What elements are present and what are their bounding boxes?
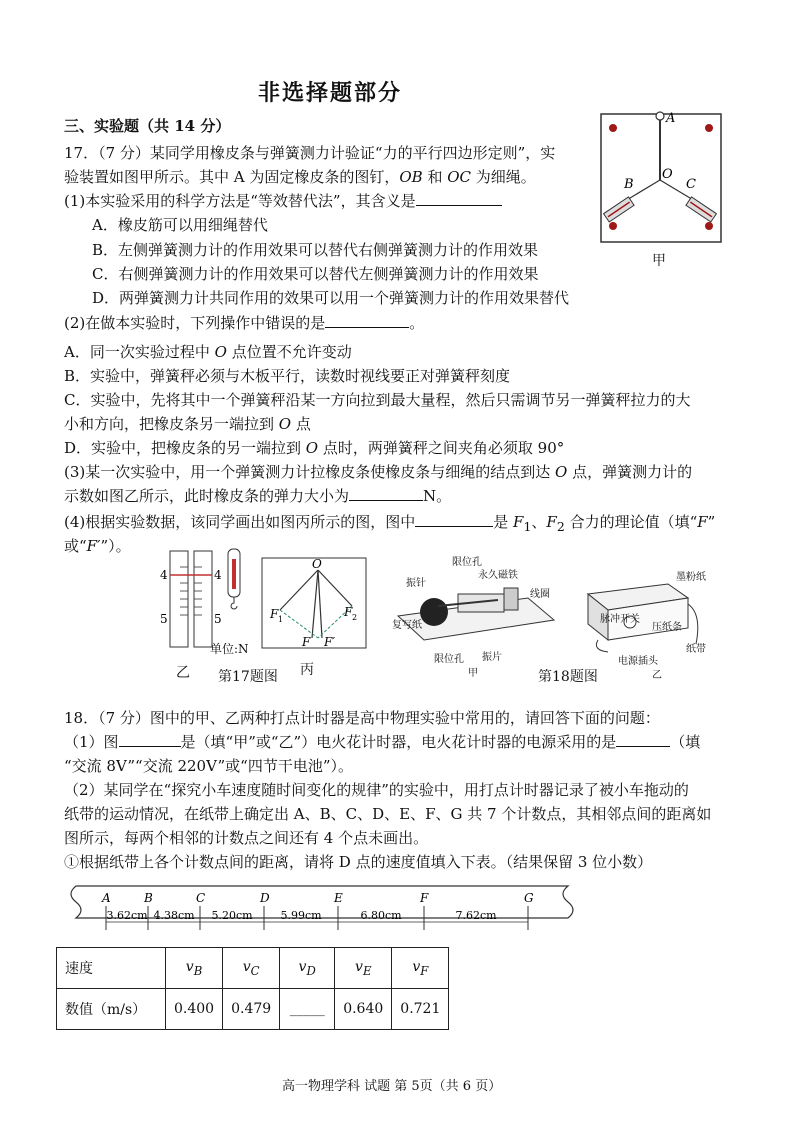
- label-b: B: [624, 177, 634, 192]
- label: 限位孔: [452, 557, 482, 568]
- q18-part1-line2: “交流 8V”“交流 220V”或“四节干电池”）。: [64, 757, 353, 775]
- unit-label: 单位:N: [210, 642, 249, 656]
- label: 压纸条: [652, 622, 682, 633]
- tape-distance-label: 4.38cm: [153, 909, 195, 922]
- label: 脉冲开关: [600, 614, 640, 625]
- tape-point-label: C: [196, 891, 206, 905]
- label-a: A: [666, 111, 676, 126]
- figure-18-caption: 第18题图: [538, 669, 598, 685]
- label: 墨粉纸: [676, 572, 706, 583]
- figure-jia-caption: 甲: [652, 253, 666, 269]
- q17-p1-option-b: B．左侧弹簧测力计的作用效果可以替代右侧弹簧测力计的作用效果: [92, 241, 539, 259]
- tape-distance-label: 5.20cm: [211, 909, 253, 922]
- table-cell-answer[interactable]: _____: [280, 989, 335, 1030]
- label: 振片: [482, 652, 502, 663]
- label-f2-sub: 2: [352, 613, 358, 622]
- q18-part2-line4: ①根据纸带上各个计数点间的距离，请将 D 点的速度值填入下表。（结果保留 3 位小数）: [64, 853, 653, 871]
- label-f: F: [302, 635, 311, 649]
- tape-distance-label: 6.80cm: [360, 909, 402, 922]
- tape-distance-label: 7.62cm: [455, 909, 497, 922]
- label-f-prime: F′: [324, 635, 336, 649]
- label-o: O: [312, 557, 322, 571]
- figure-18-jia-caption: 甲: [468, 668, 478, 679]
- q17-stem-line1: 17．（7 分）某同学用橡皮条与弹簧测力计验证“力的平行四边形定则”，实: [64, 144, 556, 162]
- tape-point-label: B: [144, 891, 153, 905]
- table-header-cell: $v_D$: [280, 948, 335, 989]
- answer-blank[interactable]: [415, 512, 493, 527]
- label: 复写纸: [392, 620, 422, 631]
- paper-tape: [62, 878, 582, 940]
- q17-part4-line1: (4)根据实验数据，该同学画出如图丙所示的图，图中 是 $F_1$、$F_2$ 合力的理论值（填“F”: [64, 513, 716, 534]
- label: 振针: [406, 578, 426, 589]
- table-header-cell: $v_E$: [335, 948, 392, 989]
- tape-point-label: E: [334, 891, 343, 905]
- tick-label: 4: [214, 568, 222, 582]
- q17-part4-line2: 或“F′”）。: [64, 537, 131, 555]
- q17-p1-option-c: C．右侧弹簧测力计的作用效果可以替代左侧弹簧测力计的作用效果: [92, 265, 539, 283]
- q17-p2-option-d: D．实验中，把橡皮条的另一端拉到 O 点时，两弹簧秤之间夹角必须取 90°: [64, 439, 565, 457]
- tape-point-label: G: [524, 891, 534, 905]
- answer-blank[interactable]: [416, 191, 502, 206]
- label: 线圈: [530, 589, 550, 600]
- table-row: [57, 948, 449, 989]
- q17-part2-prompt: (2)在做本实验时，下列操作中错误的是 。: [64, 314, 425, 332]
- table-header: 数值（m/s）: [57, 989, 166, 1030]
- q17-p2-option-c-line1: C．实验中，先将其中一个弹簧秤沿某一方向拉到最大量程，然后只需调节另一弹簧秤拉力的大: [64, 391, 691, 409]
- label-o: O: [662, 167, 673, 182]
- label-f1-sub: 1: [278, 615, 284, 624]
- figure-17-bing-caption: 丙: [300, 662, 314, 678]
- table-cell: 0.479: [223, 989, 280, 1030]
- tape-point-label: F: [420, 891, 429, 905]
- label: 限位孔: [434, 654, 464, 665]
- tick-label: 5: [160, 612, 168, 626]
- table-header-cell: $v_B$: [166, 948, 223, 989]
- q18-part2-line2: 纸带的运动情况，在纸带上确定出 A、B、C、D、E、F、G 共 7 个计数点，其相邻点间的距离如: [64, 805, 712, 823]
- q18-part1-line1: （1）图 是（填“甲”或“乙”）电火花计时器，电火花计时器的电源采用的是 （填: [64, 733, 701, 751]
- q17-p2-option-a: A．同一次实验过程中 O 点位置不允许变动: [64, 343, 352, 361]
- table-header: 速度: [57, 948, 166, 989]
- q18-stem: 18．（7 分）图中的甲、乙两种打点计时器是高中物理实验中常用的，请回答下面的问题：: [64, 709, 660, 727]
- q17-p2-option-c-line2: 小和方向，把橡皮条另一端拉到 O 点: [64, 415, 311, 433]
- q17-p2-option-b: B．实验中，弹簧秤必须与木板平行，读数时视线要正对弹簧秤刻度: [64, 367, 511, 385]
- tape-distance-label: 3.62cm: [106, 909, 148, 922]
- section-heading: 三、实验题（共 14 分）: [64, 117, 231, 135]
- tape-point-label: D: [260, 891, 270, 905]
- answer-blank[interactable]: [325, 313, 409, 328]
- table-cell: 0.721: [392, 989, 449, 1030]
- q18-part2-line1: （2）某同学在“探究小车速度随时间变化的规律”的实验中，用打点计时器记录了被小车拖动的: [64, 781, 689, 799]
- table-cell: 0.640: [335, 989, 392, 1030]
- tick-label: 4: [160, 568, 168, 582]
- label-f2: F: [344, 605, 353, 619]
- label: 电源插头: [618, 656, 658, 667]
- tape-point-label: A: [102, 891, 111, 905]
- figure-jia: [598, 106, 724, 246]
- q17-p1-option-a: A．橡皮筋可以用细绳替代: [92, 216, 268, 234]
- page-footer: 高一物理学科 试题 第 5页（共 6 页）: [282, 1079, 502, 1094]
- q17-part1-prompt: (1)本实验采用的科学方法是“等效替代法”，其含义是: [64, 191, 502, 211]
- tape-distance-label: 5.99cm: [280, 909, 322, 922]
- page-title: 非选择题部分: [258, 80, 403, 106]
- answer-blank[interactable]: [119, 732, 181, 747]
- q17-part3-line2: 示数如图乙所示，此时橡皮条的弹力大小为 N。: [64, 487, 452, 505]
- q18-part2-line3: 图所示，每两个相邻的计数点之间还有 4 个点未画出。: [64, 829, 429, 847]
- label-f1: F: [270, 607, 279, 621]
- answer-blank[interactable]: [616, 732, 670, 747]
- figure-17-bing: [260, 556, 370, 652]
- table-row: [57, 989, 449, 1030]
- table-header-cell: $v_F$: [392, 948, 449, 989]
- label-c: C: [686, 177, 696, 192]
- q17-p1-option-d: D．两弹簧测力计共同作用的效果可以用一个弹簧测力计的作用效果替代: [92, 289, 570, 307]
- figure-17-yi-caption: 乙: [176, 665, 190, 681]
- label: 永久磁铁: [478, 570, 518, 581]
- figure-17-caption: 第17题图: [218, 669, 278, 685]
- table-header-cell: $v_C$: [223, 948, 280, 989]
- table-cell: 0.400: [166, 989, 223, 1030]
- label: 纸带: [686, 644, 706, 655]
- tick-label: 5: [214, 612, 222, 626]
- figure-18-yi-caption: 乙: [652, 670, 662, 681]
- q17-part3-line1: (3)某一次实验中，用一个弹簧测力计拉橡皮条使橡皮条与细绳的结点到达 O 点，弹簧测力计的: [64, 463, 693, 481]
- velocity-table: [56, 947, 449, 1030]
- q17-stem-line2: 验装置如图甲所示。其中 A 为固定橡皮条的图钉，OB 和 OC 为细绳。: [64, 168, 536, 186]
- answer-blank[interactable]: [349, 486, 423, 501]
